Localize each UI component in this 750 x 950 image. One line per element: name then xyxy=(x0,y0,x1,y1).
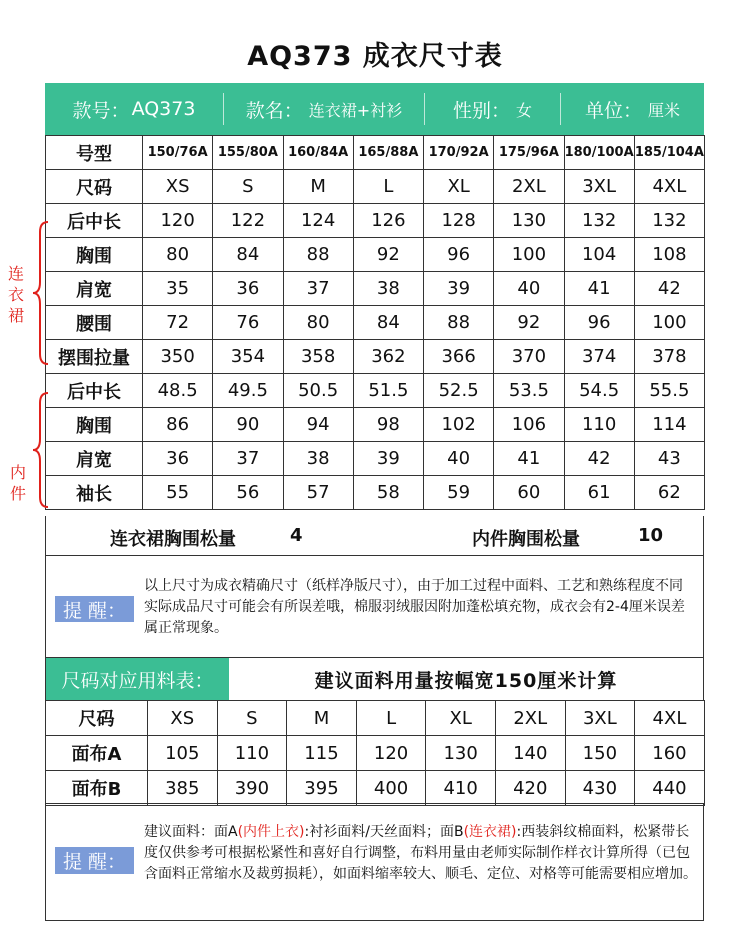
table-cell: 354 xyxy=(213,340,283,374)
info-header xyxy=(45,83,704,135)
table-cell: 39 xyxy=(353,442,423,476)
reminder-text xyxy=(144,822,700,885)
table-cell: 106 xyxy=(494,408,564,442)
inner-side-label: 内件 xyxy=(9,463,26,503)
size-row xyxy=(46,170,705,204)
table-cell: L xyxy=(356,701,426,736)
style-no-value: AQ373 xyxy=(131,98,196,120)
table-cell: 43 xyxy=(634,442,704,476)
table-cell: 60 xyxy=(494,476,564,510)
text-highlight: (内件上衣) xyxy=(237,824,305,840)
table-cell: 94 xyxy=(283,408,353,442)
size-table xyxy=(45,135,705,510)
table-cell: 40 xyxy=(424,442,494,476)
table-cell: 150/76A xyxy=(143,136,213,170)
unit-value: 厘米 xyxy=(648,100,681,120)
row-header: 号型 xyxy=(46,136,143,170)
row-header: 尺码 xyxy=(46,170,143,204)
table-cell: 57 xyxy=(283,476,353,510)
table-cell: 84 xyxy=(353,306,423,340)
table-cell: 440 xyxy=(635,771,705,806)
row-header: 袖长 xyxy=(46,476,143,510)
table-cell: 86 xyxy=(143,408,213,442)
fabric-table xyxy=(45,700,705,806)
fabric-section-label: 尺码对应用料表： xyxy=(46,658,229,700)
reminder-box-1 xyxy=(45,555,704,658)
text-part: 建议面料：面A xyxy=(144,824,238,840)
table-cell: XS xyxy=(148,701,218,736)
table-cell: 88 xyxy=(424,306,494,340)
table-cell: 42 xyxy=(634,272,704,306)
unit xyxy=(561,83,704,135)
table-cell: 124 xyxy=(283,204,353,238)
table-cell: 55 xyxy=(143,476,213,510)
table-cell: 410 xyxy=(426,771,496,806)
table-cell: 53.5 xyxy=(494,374,564,408)
table-cell: 52.5 xyxy=(424,374,494,408)
table-cell: 115 xyxy=(287,736,357,771)
row-header: 肩宽 xyxy=(46,272,143,306)
table-cell: 72 xyxy=(143,306,213,340)
table-cell: 42 xyxy=(564,442,634,476)
table-cell: 4XL xyxy=(634,170,704,204)
table-cell: 358 xyxy=(283,340,353,374)
table-cell: 132 xyxy=(634,204,704,238)
table-cell: 130 xyxy=(426,736,496,771)
table-cell: 132 xyxy=(564,204,634,238)
table-cell: 128 xyxy=(424,204,494,238)
table-cell: 98 xyxy=(353,408,423,442)
table-cell: 114 xyxy=(634,408,704,442)
table-cell: 90 xyxy=(213,408,283,442)
table-cell: 180/100A xyxy=(564,136,634,170)
table-cell: 110 xyxy=(217,736,287,771)
measurement-row xyxy=(46,442,705,476)
table-cell: 104 xyxy=(564,238,634,272)
table-cell: 366 xyxy=(424,340,494,374)
table-cell: 37 xyxy=(213,442,283,476)
table-cell: 175/96A xyxy=(494,136,564,170)
row-header: 肩宽 xyxy=(46,442,143,476)
dress-side-label: 连衣裙 xyxy=(7,264,24,325)
table-cell: 88 xyxy=(283,238,353,272)
style-no xyxy=(45,83,223,135)
reminder-badge: 提 醒： xyxy=(55,596,134,622)
table-cell: 420 xyxy=(495,771,565,806)
measurement-row xyxy=(46,272,705,306)
table-cell: 102 xyxy=(424,408,494,442)
measurement-row xyxy=(46,306,705,340)
row-header: 面布A xyxy=(46,736,148,771)
table-cell: 350 xyxy=(143,340,213,374)
unit-label: 单位： xyxy=(584,99,642,122)
table-cell: 39 xyxy=(424,272,494,306)
dress-brace-icon xyxy=(30,220,52,366)
row-header: 后中长 xyxy=(46,374,143,408)
table-cell: 2XL xyxy=(495,701,565,736)
table-cell: 120 xyxy=(356,736,426,771)
table-cell: 105 xyxy=(148,736,218,771)
table-cell: 385 xyxy=(148,771,218,806)
text-part: :西装斜纹棉面料，松紧带长度仅供参考可根据松紧性和喜好自行调整，布料用量由老师实际制作样衣计算所得（已包含面料正常缩水及裁剪损耗），如面料缩率较大、顺毛、定位、对格等可能需要相应增加。 xyxy=(144,824,697,882)
table-cell: M xyxy=(283,170,353,204)
table-cell: 58 xyxy=(353,476,423,510)
gender-label: 性别： xyxy=(452,99,510,122)
table-cell: 61 xyxy=(564,476,634,510)
row-header: 摆围拉量 xyxy=(46,340,143,374)
table-cell: 185/104A xyxy=(634,136,704,170)
table-cell: 160 xyxy=(635,736,705,771)
table-cell: 92 xyxy=(494,306,564,340)
row-header: 胸围 xyxy=(46,408,143,442)
text-highlight: (连衣裙) xyxy=(463,824,517,840)
row-header: 尺码 xyxy=(46,701,148,736)
table-cell: 3XL xyxy=(565,701,635,736)
table-cell: 2XL xyxy=(494,170,564,204)
gender xyxy=(425,83,560,135)
table-cell: 4XL xyxy=(635,701,705,736)
table-cell: 390 xyxy=(217,771,287,806)
reminder-text: 以上尺寸为成衣精确尺寸（纸样净版尺寸），由于加工过程中面料、工艺和熟练程度不同实际成品尺寸可能会有所误差哦，棉服羽绒服因附加蓬松填充物，成衣会有2-4厘米误差属正常现象。 xyxy=(144,578,685,636)
table-cell: 84 xyxy=(213,238,283,272)
text-part: :衬衫面料/天丝面料；面B xyxy=(304,824,464,840)
table-cell: 41 xyxy=(494,442,564,476)
row-header: 腰围 xyxy=(46,306,143,340)
table-cell: 108 xyxy=(634,238,704,272)
table-cell: 51.5 xyxy=(353,374,423,408)
table-cell: 395 xyxy=(287,771,357,806)
hao-row xyxy=(46,136,705,170)
table-cell: 49.5 xyxy=(213,374,283,408)
row-header: 后中长 xyxy=(46,204,143,238)
fabric-row xyxy=(46,736,705,771)
table-cell: 96 xyxy=(424,238,494,272)
reminder-box-2 xyxy=(45,803,704,921)
measurement-row xyxy=(46,204,705,238)
table-cell: 160/84A xyxy=(283,136,353,170)
style-name-value: 连衣裙+衬衫 xyxy=(308,100,403,120)
table-cell: 374 xyxy=(564,340,634,374)
table-cell: 3XL xyxy=(564,170,634,204)
fabric-section-bar xyxy=(45,657,704,701)
ease-row xyxy=(45,516,704,556)
table-cell: 126 xyxy=(353,204,423,238)
measurement-row xyxy=(46,476,705,510)
table-cell: 362 xyxy=(353,340,423,374)
table-cell: 62 xyxy=(634,476,704,510)
table-cell: 120 xyxy=(143,204,213,238)
table-cell: 56 xyxy=(213,476,283,510)
style-name-label: 款名： xyxy=(245,99,303,122)
table-cell: 38 xyxy=(353,272,423,306)
table-cell: 76 xyxy=(213,306,283,340)
table-cell: 40 xyxy=(494,272,564,306)
table-cell: S xyxy=(217,701,287,736)
size-row xyxy=(46,701,705,736)
style-name xyxy=(224,83,424,135)
fabric-row xyxy=(46,771,705,806)
measurement-row xyxy=(46,374,705,408)
table-cell: 378 xyxy=(634,340,704,374)
table-cell: 54.5 xyxy=(564,374,634,408)
table-cell: XS xyxy=(143,170,213,204)
table-cell: 110 xyxy=(564,408,634,442)
table-cell: 370 xyxy=(494,340,564,374)
style-no-label: 款号： xyxy=(72,99,130,122)
table-cell: 50.5 xyxy=(283,374,353,408)
dress-ease-label: 连衣裙胸围松量 xyxy=(110,529,236,550)
table-cell: S xyxy=(213,170,283,204)
row-header: 胸围 xyxy=(46,238,143,272)
table-cell: 38 xyxy=(283,442,353,476)
fabric-section-title: 建议面料用量按幅宽150厘米计算 xyxy=(314,669,618,692)
measurement-row xyxy=(46,340,705,374)
inner-brace-icon xyxy=(30,391,52,509)
page-title: AQ373 成衣尺寸表 xyxy=(247,41,503,72)
table-cell: 130 xyxy=(494,204,564,238)
inner-ease-value: 10 xyxy=(638,525,664,546)
table-cell: 400 xyxy=(356,771,426,806)
table-cell: 36 xyxy=(213,272,283,306)
table-cell: 100 xyxy=(634,306,704,340)
table-cell: 96 xyxy=(564,306,634,340)
table-cell: 140 xyxy=(495,736,565,771)
table-cell: 150 xyxy=(565,736,635,771)
gender-value: 女 xyxy=(516,100,533,120)
table-cell: 165/88A xyxy=(353,136,423,170)
table-cell: 122 xyxy=(213,204,283,238)
table-cell: L xyxy=(353,170,423,204)
dress-ease-value: 4 xyxy=(290,525,303,546)
table-cell: 170/92A xyxy=(424,136,494,170)
table-cell: 430 xyxy=(565,771,635,806)
table-cell: 41 xyxy=(564,272,634,306)
table-cell: 100 xyxy=(494,238,564,272)
reminder-badge: 提 醒： xyxy=(55,847,134,874)
table-cell: M xyxy=(287,701,357,736)
table-cell: 59 xyxy=(424,476,494,510)
table-cell: 37 xyxy=(283,272,353,306)
table-cell: XL xyxy=(426,701,496,736)
row-header: 面布B xyxy=(46,771,148,806)
table-cell: XL xyxy=(424,170,494,204)
table-cell: 155/80A xyxy=(213,136,283,170)
inner-ease-label: 内件胸围松量 xyxy=(472,529,580,550)
table-cell: 36 xyxy=(143,442,213,476)
measurement-row xyxy=(46,238,705,272)
table-cell: 35 xyxy=(143,272,213,306)
table-cell: 55.5 xyxy=(634,374,704,408)
table-cell: 80 xyxy=(143,238,213,272)
table-cell: 80 xyxy=(283,306,353,340)
table-cell: 48.5 xyxy=(143,374,213,408)
measurement-row xyxy=(46,408,705,442)
table-cell: 92 xyxy=(353,238,423,272)
